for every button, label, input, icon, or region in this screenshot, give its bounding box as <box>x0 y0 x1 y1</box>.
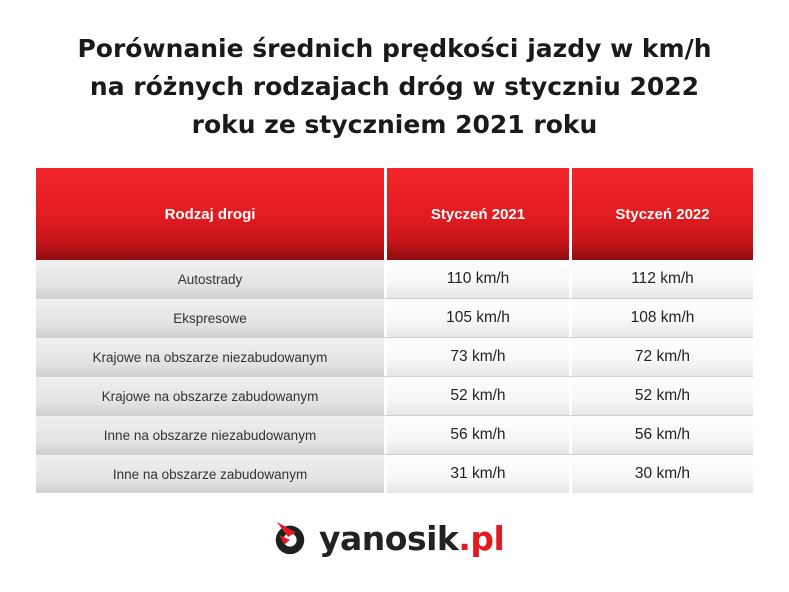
yanosik-logo-icon <box>271 519 309 557</box>
header-january-2022: Styczeń 2022 <box>572 168 753 260</box>
logo-tld: .pl <box>458 518 505 558</box>
road-type-cell: Autostrady <box>36 260 384 298</box>
speed-2021-cell: 31 km/h <box>387 455 569 493</box>
table-row <box>36 337 753 376</box>
title-line-2: na różnych rodzajach dróg w styczniu 2022 <box>89 72 700 101</box>
speed-2022-cell: 56 km/h <box>572 416 753 454</box>
table-row <box>36 454 753 493</box>
speed-2021-cell: 52 km/h <box>387 377 569 415</box>
header-january-2021: Styczeń 2021 <box>387 168 569 260</box>
table-row <box>36 260 753 298</box>
table-row <box>36 298 753 337</box>
road-type-cell: Inne na obszarze niezabudowanym <box>36 416 384 454</box>
road-type-cell: Krajowe na obszarze zabudowanym <box>36 377 384 415</box>
road-type-cell: Ekspresowe <box>36 299 384 337</box>
speed-2022-cell: 112 km/h <box>572 260 753 298</box>
speed-comparison-table <box>36 168 753 493</box>
table-row <box>36 415 753 454</box>
speed-2021-cell: 73 km/h <box>387 338 569 376</box>
title-line-1: Porównanie średnich prędkości jazdy w km/h <box>77 34 712 63</box>
speed-2022-cell: 52 km/h <box>572 377 753 415</box>
header-road-type: Rodzaj drogi <box>36 168 384 260</box>
speed-2022-cell: 30 km/h <box>572 455 753 493</box>
page-title <box>20 30 769 144</box>
table-header <box>36 168 753 260</box>
title-line-3: roku ze styczniem 2021 roku <box>191 110 598 139</box>
speed-2021-cell: 56 km/h <box>387 416 569 454</box>
speed-2022-cell: 72 km/h <box>572 338 753 376</box>
speed-2021-cell: 105 km/h <box>387 299 569 337</box>
logo-name: yanosik <box>319 518 459 558</box>
table-row <box>36 376 753 415</box>
road-type-cell: Inne na obszarze zabudowanym <box>36 455 384 493</box>
speed-2022-cell: 108 km/h <box>572 299 753 337</box>
speed-2021-cell: 110 km/h <box>387 260 569 298</box>
road-type-cell: Krajowe na obszarze niezabudowanym <box>36 338 384 376</box>
logo-wordmark <box>319 519 504 558</box>
yanosik-logo <box>271 514 504 562</box>
